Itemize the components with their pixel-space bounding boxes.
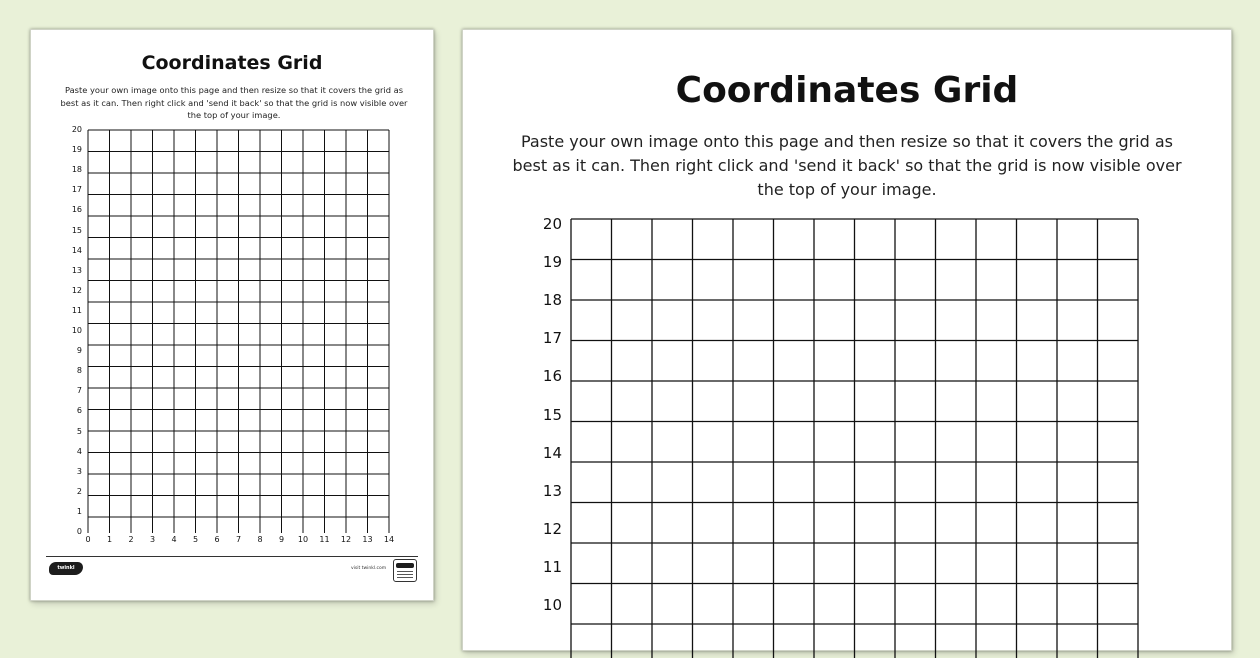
coordinate-grid [570, 218, 1144, 658]
worksheet-thumbnail [30, 29, 434, 601]
y-axis-label: 10 [542, 596, 562, 614]
x-axis-label: 11 [319, 535, 330, 544]
x-axis-label: 5 [192, 535, 199, 544]
y-axis-label: 3 [76, 466, 82, 476]
y-axis-label: 7 [76, 386, 82, 396]
y-axis-label: 19 [71, 145, 82, 155]
y-axis-label: 20 [71, 125, 82, 134]
y-axis-label: 0 [76, 527, 82, 536]
y-axis-label: 18 [542, 291, 562, 310]
y-axis-label: 6 [76, 406, 82, 416]
footer-url: visit twinkl.com [351, 566, 387, 571]
x-axis-label: 4 [171, 535, 177, 544]
instructions-text: Paste your own image onto this page and then resize so that it covers the grid as best as it can. Then right click and 'send it back' so that the grid is now visible over the top of your image. [512, 132, 1182, 199]
x-axis-label: 2 [128, 535, 134, 544]
x-axis-label: 9 [278, 535, 285, 544]
y-axis-label: 20 [542, 215, 562, 233]
y-axis-label: 10 [71, 326, 82, 335]
y-axis-label: 18 [71, 165, 82, 175]
y-axis-label: 8 [76, 366, 82, 376]
y-axis-label: 13 [71, 265, 82, 275]
y-axis-label: 11 [542, 557, 562, 576]
footer-divider [46, 556, 418, 557]
y-axis-label: 17 [71, 185, 82, 195]
x-axis-label: 13 [362, 535, 373, 544]
y-axis-label: 5 [76, 426, 82, 436]
y-axis-label: 14 [542, 443, 562, 462]
page-title: Coordinates Grid [675, 70, 1019, 111]
x-axis-label: 14 [383, 535, 395, 544]
twinkl-logo: twinkl [49, 562, 83, 575]
y-axis-label: 11 [71, 305, 82, 315]
coordinate-grid [87, 129, 392, 533]
x-axis-label: 12 [340, 535, 352, 544]
y-axis-label: 16 [71, 205, 82, 215]
y-axis-label: 4 [76, 446, 82, 456]
x-axis-label: 10 [297, 535, 309, 544]
y-axis-label: 1 [76, 506, 82, 516]
x-axis-label: 7 [235, 535, 242, 544]
x-axis-label: 1 [106, 535, 113, 544]
y-axis-label: 12 [71, 285, 82, 295]
y-axis-label: 17 [542, 329, 562, 348]
x-axis-label: 8 [257, 535, 263, 544]
y-axis-label: 2 [76, 486, 82, 496]
y-axis-label: 15 [542, 405, 562, 424]
y-axis-label: 15 [71, 225, 82, 235]
x-axis-label: 6 [214, 535, 220, 544]
x-axis-label: 0 [85, 535, 91, 544]
y-axis-label: 19 [542, 253, 562, 272]
y-axis-label: 13 [542, 481, 562, 500]
x-axis-label: 3 [149, 535, 156, 544]
y-axis-label: 16 [542, 367, 562, 386]
instructions-text: Paste your own image onto this page and then resize so that it covers the grid as best as it can. Then right click and 'send it back' so that the grid is now visible over the top of your image. [60, 85, 408, 120]
y-axis-label: 9 [76, 346, 82, 356]
page-title: Coordinates Grid [141, 52, 323, 74]
quality-badge-icon [393, 559, 417, 582]
worksheet-zoomed [462, 29, 1232, 651]
y-axis-label: 14 [71, 245, 82, 255]
y-axis-label: 12 [542, 519, 562, 538]
